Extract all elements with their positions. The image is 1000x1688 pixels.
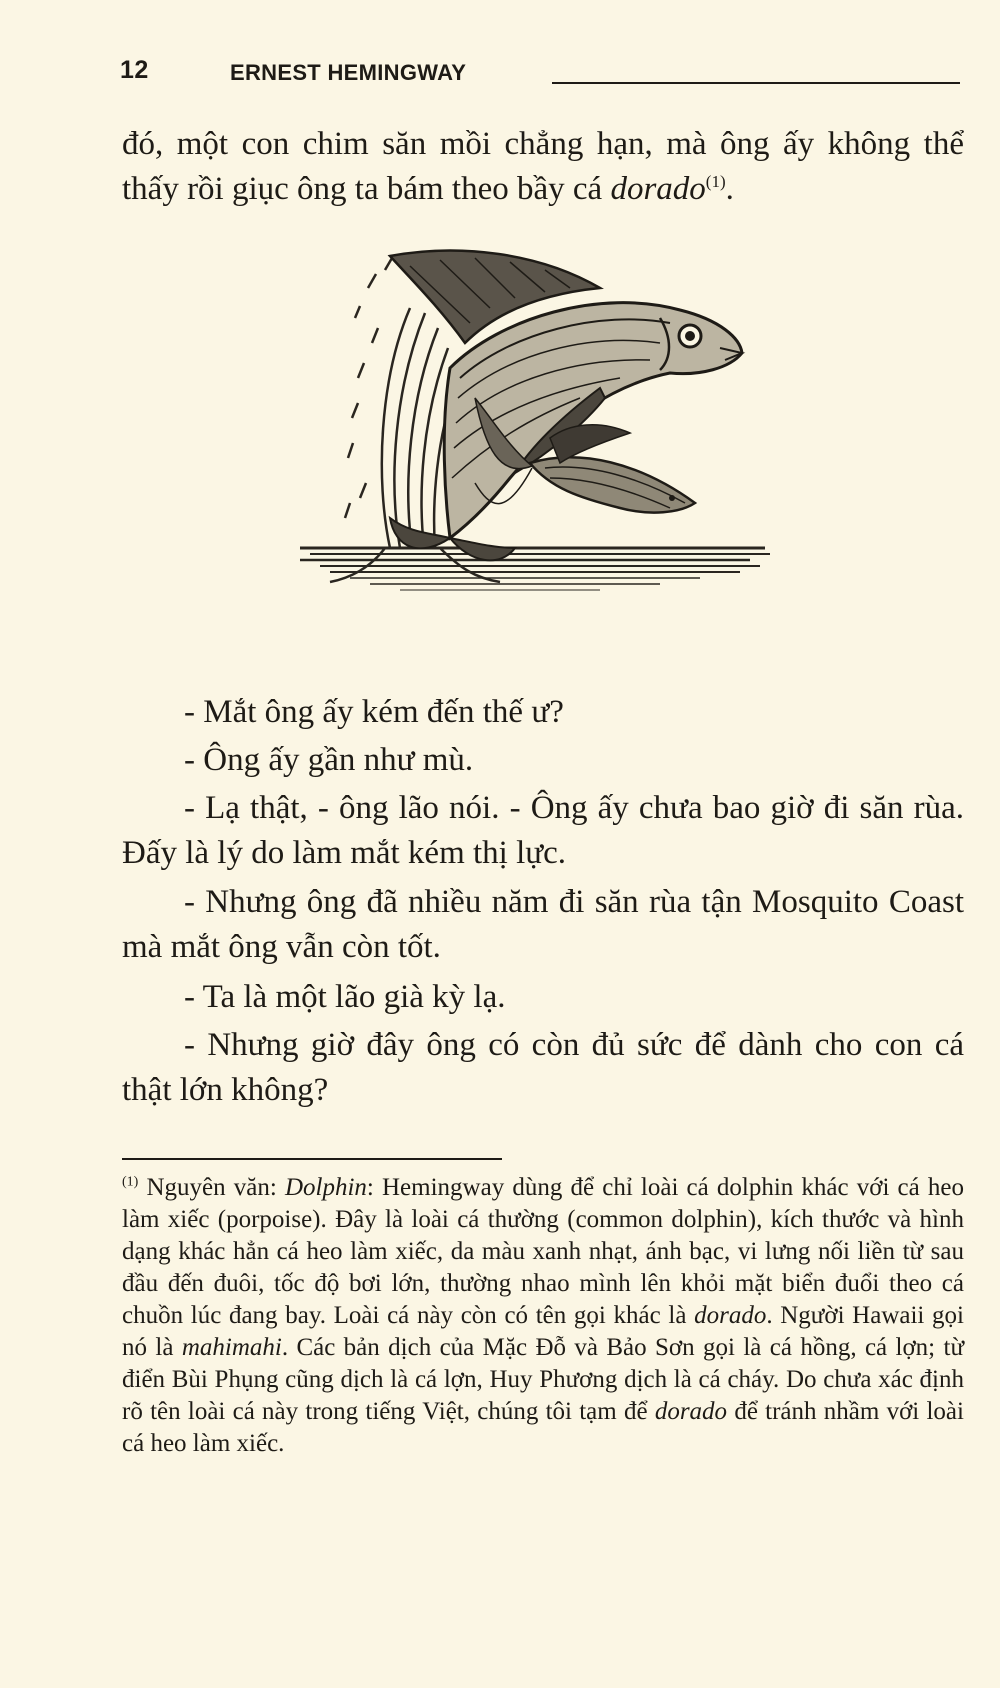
dialogue-line: - Mắt ông ấy kém đến thế ư?	[184, 694, 564, 730]
footnote-number: (1)	[122, 1174, 139, 1190]
footnote-rule	[122, 1158, 502, 1160]
footnote-text: Nguyên văn:	[138, 1174, 285, 1201]
footnote-text: . Người Hawaii gọi nó là	[122, 1302, 964, 1361]
footnote-reference: (1)	[705, 172, 726, 191]
dialogue-line: - Nhưng ông đã nhiều năm đi săn rùa tận Mosquito Coast mà mắt ông vẫn còn tốt.	[122, 884, 964, 965]
footnote-text: để tránh nhầm với loài cá heo làm xiếc.	[122, 1398, 964, 1457]
page-number: 12	[120, 56, 149, 84]
dorado-term: dorado	[610, 171, 706, 207]
footnote	[122, 1172, 964, 1460]
page-header	[120, 52, 960, 92]
dorado-fish-illustration	[300, 248, 780, 668]
dialogue-line: - Ông ấy gần như mù.	[184, 742, 474, 778]
opening-end: .	[725, 171, 734, 207]
dialogue-line: - Nhưng giờ đây ông có còn đủ sức để dành cho con cá thật lớn không?	[122, 1027, 964, 1108]
dialogue-line: - Lạ thật, - ông lão nói. - Ông ấy chưa bao giờ đi săn rùa. Đấy là lý do làm mắt kém thị lực.	[122, 790, 964, 871]
footnote-text: . Các bản dịch của Mặc Đỗ và Bảo Sơn gọi là cá hồng, cá lợn; từ điển Bùi Phụng cũng dịch là cá lợn, Huy Phương dịch là cá cháy. Do chưa xác định rõ tên loài cá này trong tiếng Việt, chúng tôi tạm để	[122, 1334, 964, 1425]
water-surface	[300, 548, 770, 590]
footnote-italic: Dolphin	[284, 1174, 367, 1201]
header-rule	[552, 82, 960, 84]
footnote-text: : Hemingway dùng để chỉ loài cá dolphin khác với cá heo làm xiếc (porpoise). Đây là loài cá thường (common dolphin), kích thước và hình dạng khác hẳn cá heo làm xiếc, da màu xanh nhạt, ánh bạc, vi lưng nối liền từ sau đầu đến đuôi, tốc độ bơi lớn, thường nhao mình lên khỏi mặt biển đuổi theo cá chuồn lúc đang bay. Loài cá này còn có tên gọi khác là	[122, 1174, 964, 1329]
footnote-italic: mahimahi	[181, 1334, 282, 1361]
running-head: ERNEST HEMINGWAY	[230, 60, 467, 85]
leaping-fish	[390, 251, 742, 561]
opening-paragraph	[122, 122, 964, 212]
dialogue-line: - Ta là một lão già kỳ lạ.	[184, 979, 506, 1015]
opening-text: đó, một con chim săn mồi chẳng hạn, mà ông ấy không thể thấy rồi giục ông ta bám theo bầy cá	[122, 126, 964, 207]
footnote-italic: dorado	[654, 1398, 728, 1425]
footnote-italic: dorado	[694, 1302, 767, 1329]
